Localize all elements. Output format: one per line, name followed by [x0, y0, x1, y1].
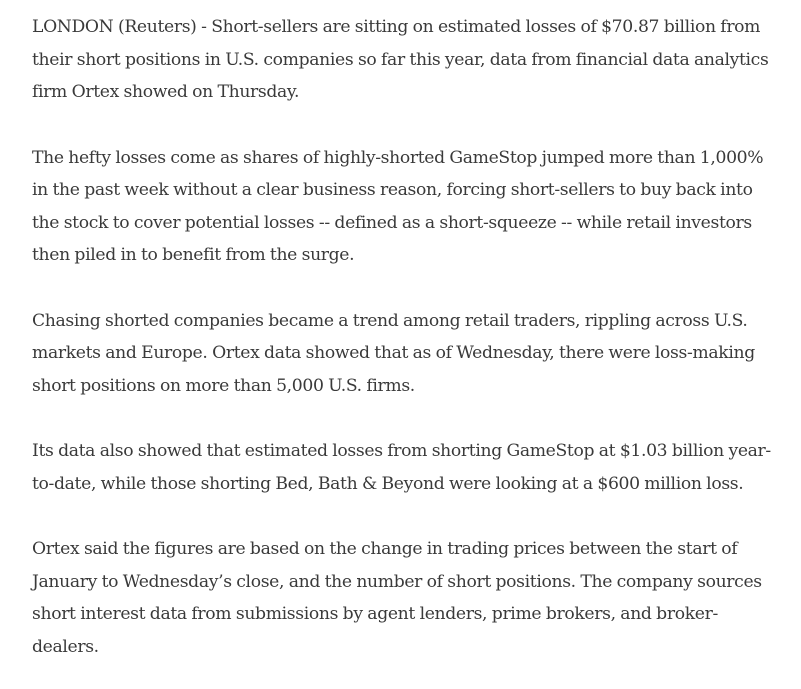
article-paragraph: The hefty losses come as shares of highly-shorted GameStop jumped more than 1,000% in the past week without a clear business reason, forcing short-sellers to buy back into the stock to cover potential losses -- defined as a short-squeeze -- while retail investors then piled in to benefit from the surge. — [32, 147, 764, 265]
article-paragraph: Chasing shorted companies became a trend among retail traders, rippling across U.S. markets and Europe. Ortex data showed that as of Wednesday, there were loss-making short positions on more than 5,000 U.S. firms. — [32, 310, 755, 396]
article-paragraph: LONDON (Reuters) - Short-sellers are sitting on estimated losses of $70.87 billion from their short positions in U.S. companies so far this year, data from financial data analytics firm Ortex showed on Thursday. — [32, 17, 769, 102]
article-paragraph: Its data also showed that estimated losses from shorting GameStop at $1.03 billion year-to-date, while those shorting Bed, Bath & Beyond were looking at a $600 million loss. — [32, 441, 771, 494]
article-paragraph: Ortex said the figures are based on the change in trading prices between the start of January to Wednesday’s close, and the number of short positions. The company sources short interest data from submissions by agent lenders, prime brokers, and broker-dealers. — [32, 539, 762, 657]
